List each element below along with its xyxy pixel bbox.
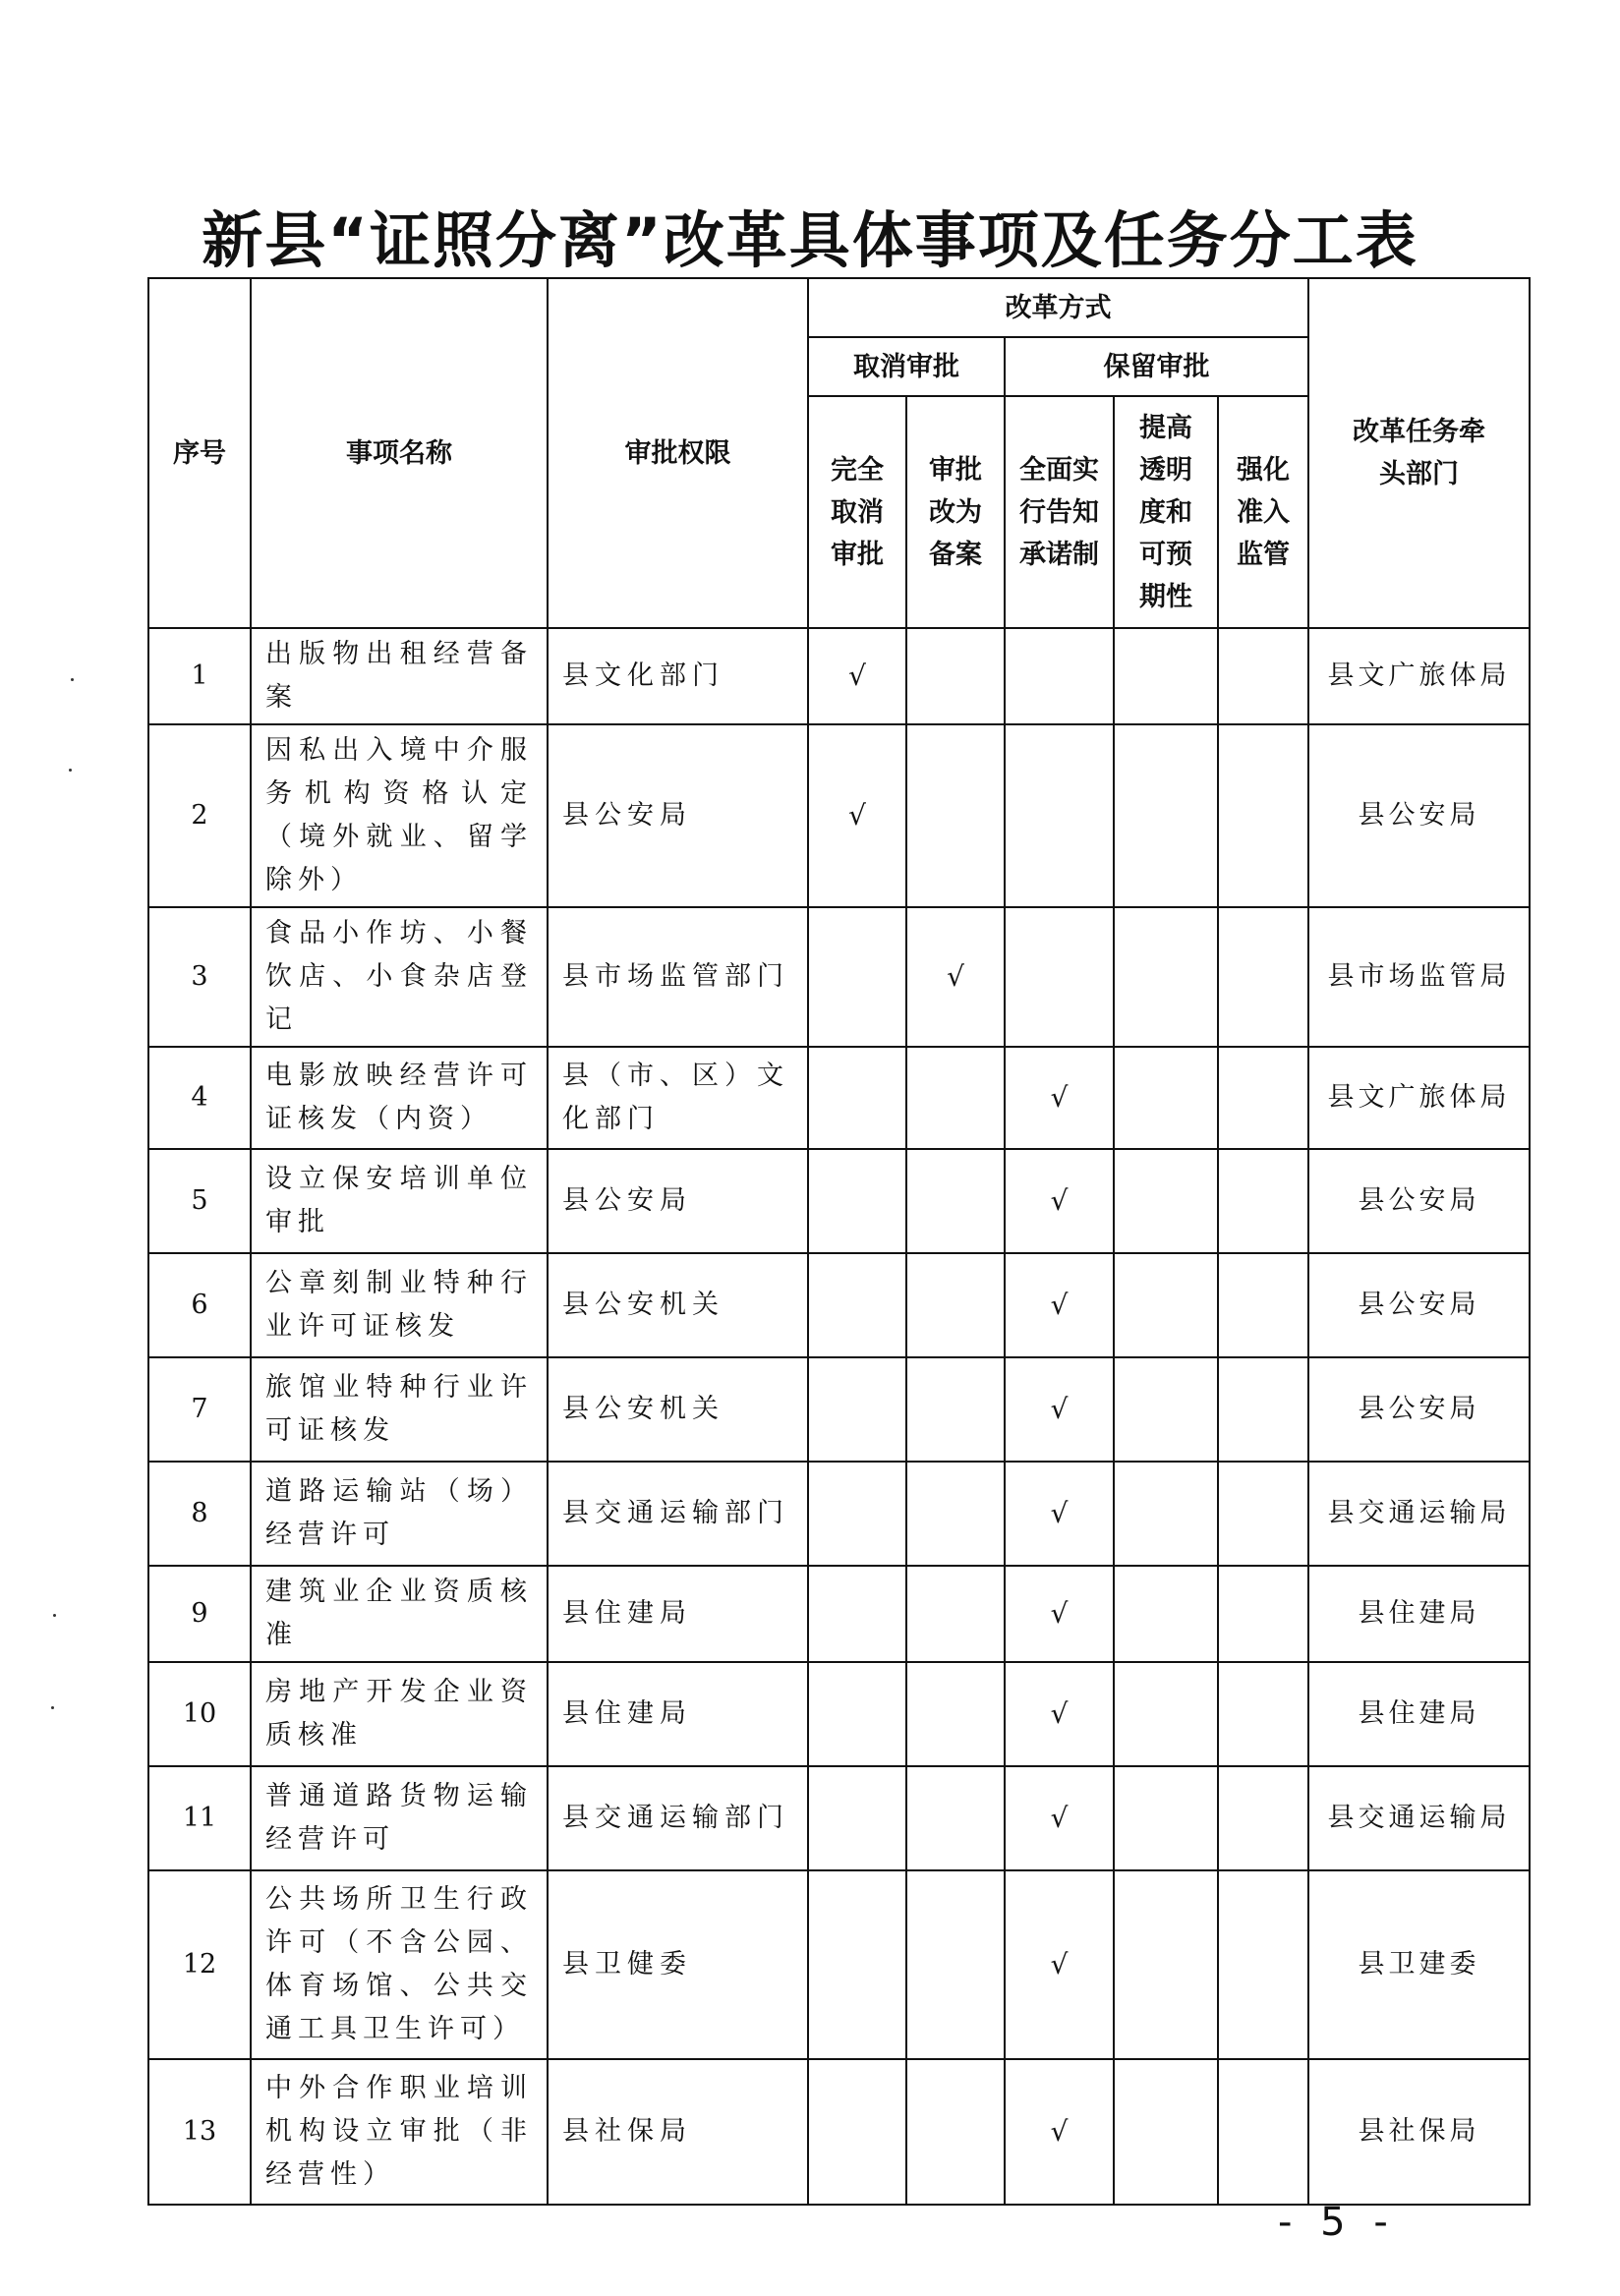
- table-row: [148, 1357, 1530, 1462]
- row-method-cell-2: [1005, 1047, 1114, 1149]
- row-method-cell-4: [1218, 628, 1308, 724]
- row-method-cell-3: [1114, 1047, 1218, 1149]
- row-method-cell-2: [1005, 907, 1114, 1047]
- table-row: [148, 1662, 1530, 1766]
- table-row: [148, 1253, 1530, 1357]
- header-sub-1: [906, 396, 1005, 628]
- check-mark: √: [1050, 1393, 1069, 1425]
- row-method-cell-0: [808, 628, 906, 724]
- row-method-cell-1: [906, 724, 1005, 907]
- header-authority: 审批权限: [548, 278, 808, 628]
- table-row: [148, 2059, 1530, 2205]
- check-mark: √: [848, 660, 866, 692]
- table-row: [148, 1870, 1530, 2059]
- check-mark: √: [947, 960, 964, 993]
- header-cancel-approval: 取消审批: [808, 337, 1005, 396]
- row-lead-dept: 县公安局: [1308, 1253, 1530, 1357]
- row-method-cell-3: [1114, 1253, 1218, 1357]
- row-method-cell-3: [1114, 1462, 1218, 1566]
- row-lead-dept: 县公安局: [1308, 724, 1530, 907]
- row-method-cell-3: [1114, 2059, 1218, 2205]
- row-item-name: 因私出入境中介服务机构资格认定（境外就业、留学除外）: [251, 724, 548, 907]
- scan-speck: [53, 1614, 56, 1617]
- row-index: 3: [148, 907, 251, 1047]
- header-item-name: 事项名称: [251, 278, 548, 628]
- row-method-cell-2: [1005, 2059, 1114, 2205]
- row-item-name: 房地产开发企业资质核准: [251, 1662, 548, 1766]
- reform-task-table: [147, 277, 1531, 2206]
- table-row: [148, 1766, 1530, 1870]
- row-method-cell-1: [906, 1149, 1005, 1253]
- row-method-cell-3: [1114, 628, 1218, 724]
- check-mark: √: [1050, 1697, 1069, 1730]
- row-method-cell-0: [808, 1462, 906, 1566]
- row-method-cell-0: [808, 724, 906, 907]
- row-item-name: 建筑业企业资质核准: [251, 1566, 548, 1662]
- row-lead-dept: 县社保局: [1308, 2059, 1530, 2205]
- row-method-cell-1: [906, 1870, 1005, 2059]
- row-method-cell-2: [1005, 628, 1114, 724]
- table-row: [148, 907, 1530, 1047]
- row-method-cell-1: [906, 907, 1005, 1047]
- check-mark: √: [1050, 1184, 1069, 1217]
- row-index: 4: [148, 1047, 251, 1149]
- check-mark: √: [1050, 1081, 1069, 1114]
- row-item-name: 电影放映经营许可证核发（内资）: [251, 1047, 548, 1149]
- check-mark: √: [1050, 1802, 1069, 1834]
- row-item-name: 中外合作职业培训机构设立审批（非经营性）: [251, 2059, 548, 2205]
- header-sub-label: 提高透明度和可预期性: [1139, 412, 1192, 612]
- row-index: 5: [148, 1149, 251, 1253]
- row-item-name: 旅馆业特种行业许可证核发: [251, 1357, 548, 1462]
- row-method-cell-3: [1114, 1662, 1218, 1766]
- row-item-name: 公共场所卫生行政许可（不含公园、体育场馆、公共交通工具卫生许可）: [251, 1870, 548, 2059]
- table-body: [148, 628, 1530, 2205]
- row-lead-dept: 县交通运输局: [1308, 1766, 1530, 1870]
- row-method-cell-4: [1218, 1662, 1308, 1766]
- row-method-cell-2: [1005, 1253, 1114, 1357]
- check-mark: √: [1050, 2115, 1069, 2148]
- row-method-cell-3: [1114, 907, 1218, 1047]
- row-method-cell-2: [1005, 1766, 1114, 1870]
- row-lead-dept: 县公安局: [1308, 1357, 1530, 1462]
- row-authority: 县交通运输部门: [548, 1766, 808, 1870]
- row-authority: 县住建局: [548, 1662, 808, 1766]
- header-index: 序号: [148, 278, 251, 628]
- row-method-cell-0: [808, 1870, 906, 2059]
- header-reform-method: 改革方式: [808, 278, 1308, 337]
- header-lead-dept-label: 改革任务牵头部门: [1353, 417, 1485, 489]
- row-method-cell-4: [1218, 1149, 1308, 1253]
- row-method-cell-2: [1005, 1566, 1114, 1662]
- row-method-cell-4: [1218, 907, 1308, 1047]
- header-sub-label: 全面实行告知承诺制: [1019, 454, 1099, 570]
- document-title: 新县“证照分离”改革具体事项及任务分工表: [202, 204, 1418, 276]
- row-method-cell-0: [808, 907, 906, 1047]
- row-method-cell-0: [808, 1766, 906, 1870]
- row-method-cell-1: [906, 1662, 1005, 1766]
- row-method-cell-1: [906, 1253, 1005, 1357]
- row-lead-dept: 县卫建委: [1308, 1870, 1530, 2059]
- row-method-cell-3: [1114, 1357, 1218, 1462]
- scan-speck: [51, 1706, 54, 1709]
- row-method-cell-1: [906, 1047, 1005, 1149]
- row-authority: 县公安机关: [548, 1253, 808, 1357]
- check-mark: √: [1050, 1597, 1069, 1630]
- row-authority: 县卫健委: [548, 1870, 808, 2059]
- row-lead-dept: 县公安局: [1308, 1149, 1530, 1253]
- table-row: [148, 628, 1530, 724]
- row-method-cell-0: [808, 1662, 906, 1766]
- row-method-cell-2: [1005, 1357, 1114, 1462]
- row-index: 7: [148, 1357, 251, 1462]
- row-method-cell-0: [808, 1149, 906, 1253]
- row-index: 13: [148, 2059, 251, 2205]
- header-sub-label: 强化准入监管: [1237, 454, 1290, 570]
- row-authority: 县（市、区）文化部门: [548, 1047, 808, 1149]
- row-method-cell-1: [906, 2059, 1005, 2205]
- table-row: [148, 1047, 1530, 1149]
- row-index: 8: [148, 1462, 251, 1566]
- table-row: [148, 724, 1530, 907]
- row-index: 2: [148, 724, 251, 907]
- row-method-cell-4: [1218, 1766, 1308, 1870]
- check-mark: √: [1050, 1948, 1069, 1980]
- row-index: 11: [148, 1766, 251, 1870]
- row-lead-dept: 县文广旅体局: [1308, 1047, 1530, 1149]
- row-authority: 县交通运输部门: [548, 1462, 808, 1566]
- row-method-cell-4: [1218, 1253, 1308, 1357]
- row-method-cell-1: [906, 1766, 1005, 1870]
- row-method-cell-4: [1218, 1462, 1308, 1566]
- header-retain-approval: 保留审批: [1005, 337, 1308, 396]
- row-method-cell-3: [1114, 1870, 1218, 2059]
- row-method-cell-0: [808, 1357, 906, 1462]
- table-row: [148, 1149, 1530, 1253]
- header-lead-dept: [1308, 278, 1530, 628]
- row-method-cell-4: [1218, 1357, 1308, 1462]
- row-method-cell-0: [808, 1566, 906, 1662]
- row-method-cell-2: [1005, 1149, 1114, 1253]
- scan-speck: [69, 769, 72, 772]
- row-index: 6: [148, 1253, 251, 1357]
- row-method-cell-0: [808, 1253, 906, 1357]
- row-authority: 县市场监管部门: [548, 907, 808, 1047]
- row-item-name: 设立保安培训单位审批: [251, 1149, 548, 1253]
- row-method-cell-2: [1005, 1662, 1114, 1766]
- row-method-cell-1: [906, 628, 1005, 724]
- row-authority: 县公安局: [548, 1149, 808, 1253]
- row-item-name: 道路运输站（场）经营许可: [251, 1462, 548, 1566]
- row-index: 1: [148, 628, 251, 724]
- row-method-cell-4: [1218, 724, 1308, 907]
- row-method-cell-4: [1218, 2059, 1308, 2205]
- header-sub-4: [1218, 396, 1308, 628]
- row-method-cell-1: [906, 1462, 1005, 1566]
- header-sub-0: [808, 396, 906, 628]
- row-method-cell-3: [1114, 724, 1218, 907]
- row-method-cell-2: [1005, 1870, 1114, 2059]
- page-number: - 5 -: [1278, 2200, 1396, 2245]
- row-item-name: 出版物出租经营备案: [251, 628, 548, 724]
- header-sub-2: [1005, 396, 1114, 628]
- row-index: 9: [148, 1566, 251, 1662]
- row-lead-dept: 县文广旅体局: [1308, 628, 1530, 724]
- table-row: [148, 1462, 1530, 1566]
- row-index: 10: [148, 1662, 251, 1766]
- row-lead-dept: 县住建局: [1308, 1662, 1530, 1766]
- scan-speck: [71, 678, 74, 681]
- row-authority: 县公安机关: [548, 1357, 808, 1462]
- row-method-cell-3: [1114, 1766, 1218, 1870]
- row-authority: 县公安局: [548, 724, 808, 907]
- table-row: [148, 1566, 1530, 1662]
- row-method-cell-3: [1114, 1149, 1218, 1253]
- row-method-cell-3: [1114, 1566, 1218, 1662]
- row-index: 12: [148, 1870, 251, 2059]
- header-sub-label: 审批改为备案: [929, 454, 982, 570]
- check-mark: √: [1050, 1289, 1069, 1321]
- row-method-cell-0: [808, 1047, 906, 1149]
- row-method-cell-0: [808, 2059, 906, 2205]
- row-authority: 县住建局: [548, 1566, 808, 1662]
- row-method-cell-4: [1218, 1047, 1308, 1149]
- row-lead-dept: 县交通运输局: [1308, 1462, 1530, 1566]
- row-item-name: 食品小作坊、小餐饮店、小食杂店登记: [251, 907, 548, 1047]
- check-mark: √: [1050, 1497, 1069, 1529]
- row-lead-dept: 县住建局: [1308, 1566, 1530, 1662]
- row-method-cell-2: [1005, 724, 1114, 907]
- row-method-cell-2: [1005, 1462, 1114, 1566]
- row-method-cell-1: [906, 1357, 1005, 1462]
- header-sub-3: [1114, 396, 1218, 628]
- row-lead-dept: 县市场监管局: [1308, 907, 1530, 1047]
- row-authority: 县文化部门: [548, 628, 808, 724]
- row-item-name: 普通道路货物运输经营许可: [251, 1766, 548, 1870]
- row-item-name: 公章刻制业特种行业许可证核发: [251, 1253, 548, 1357]
- check-mark: √: [848, 799, 866, 832]
- row-method-cell-1: [906, 1566, 1005, 1662]
- row-method-cell-4: [1218, 1870, 1308, 2059]
- row-authority: 县社保局: [548, 2059, 808, 2205]
- row-method-cell-4: [1218, 1566, 1308, 1662]
- header-sub-label: 完全取消审批: [831, 454, 884, 570]
